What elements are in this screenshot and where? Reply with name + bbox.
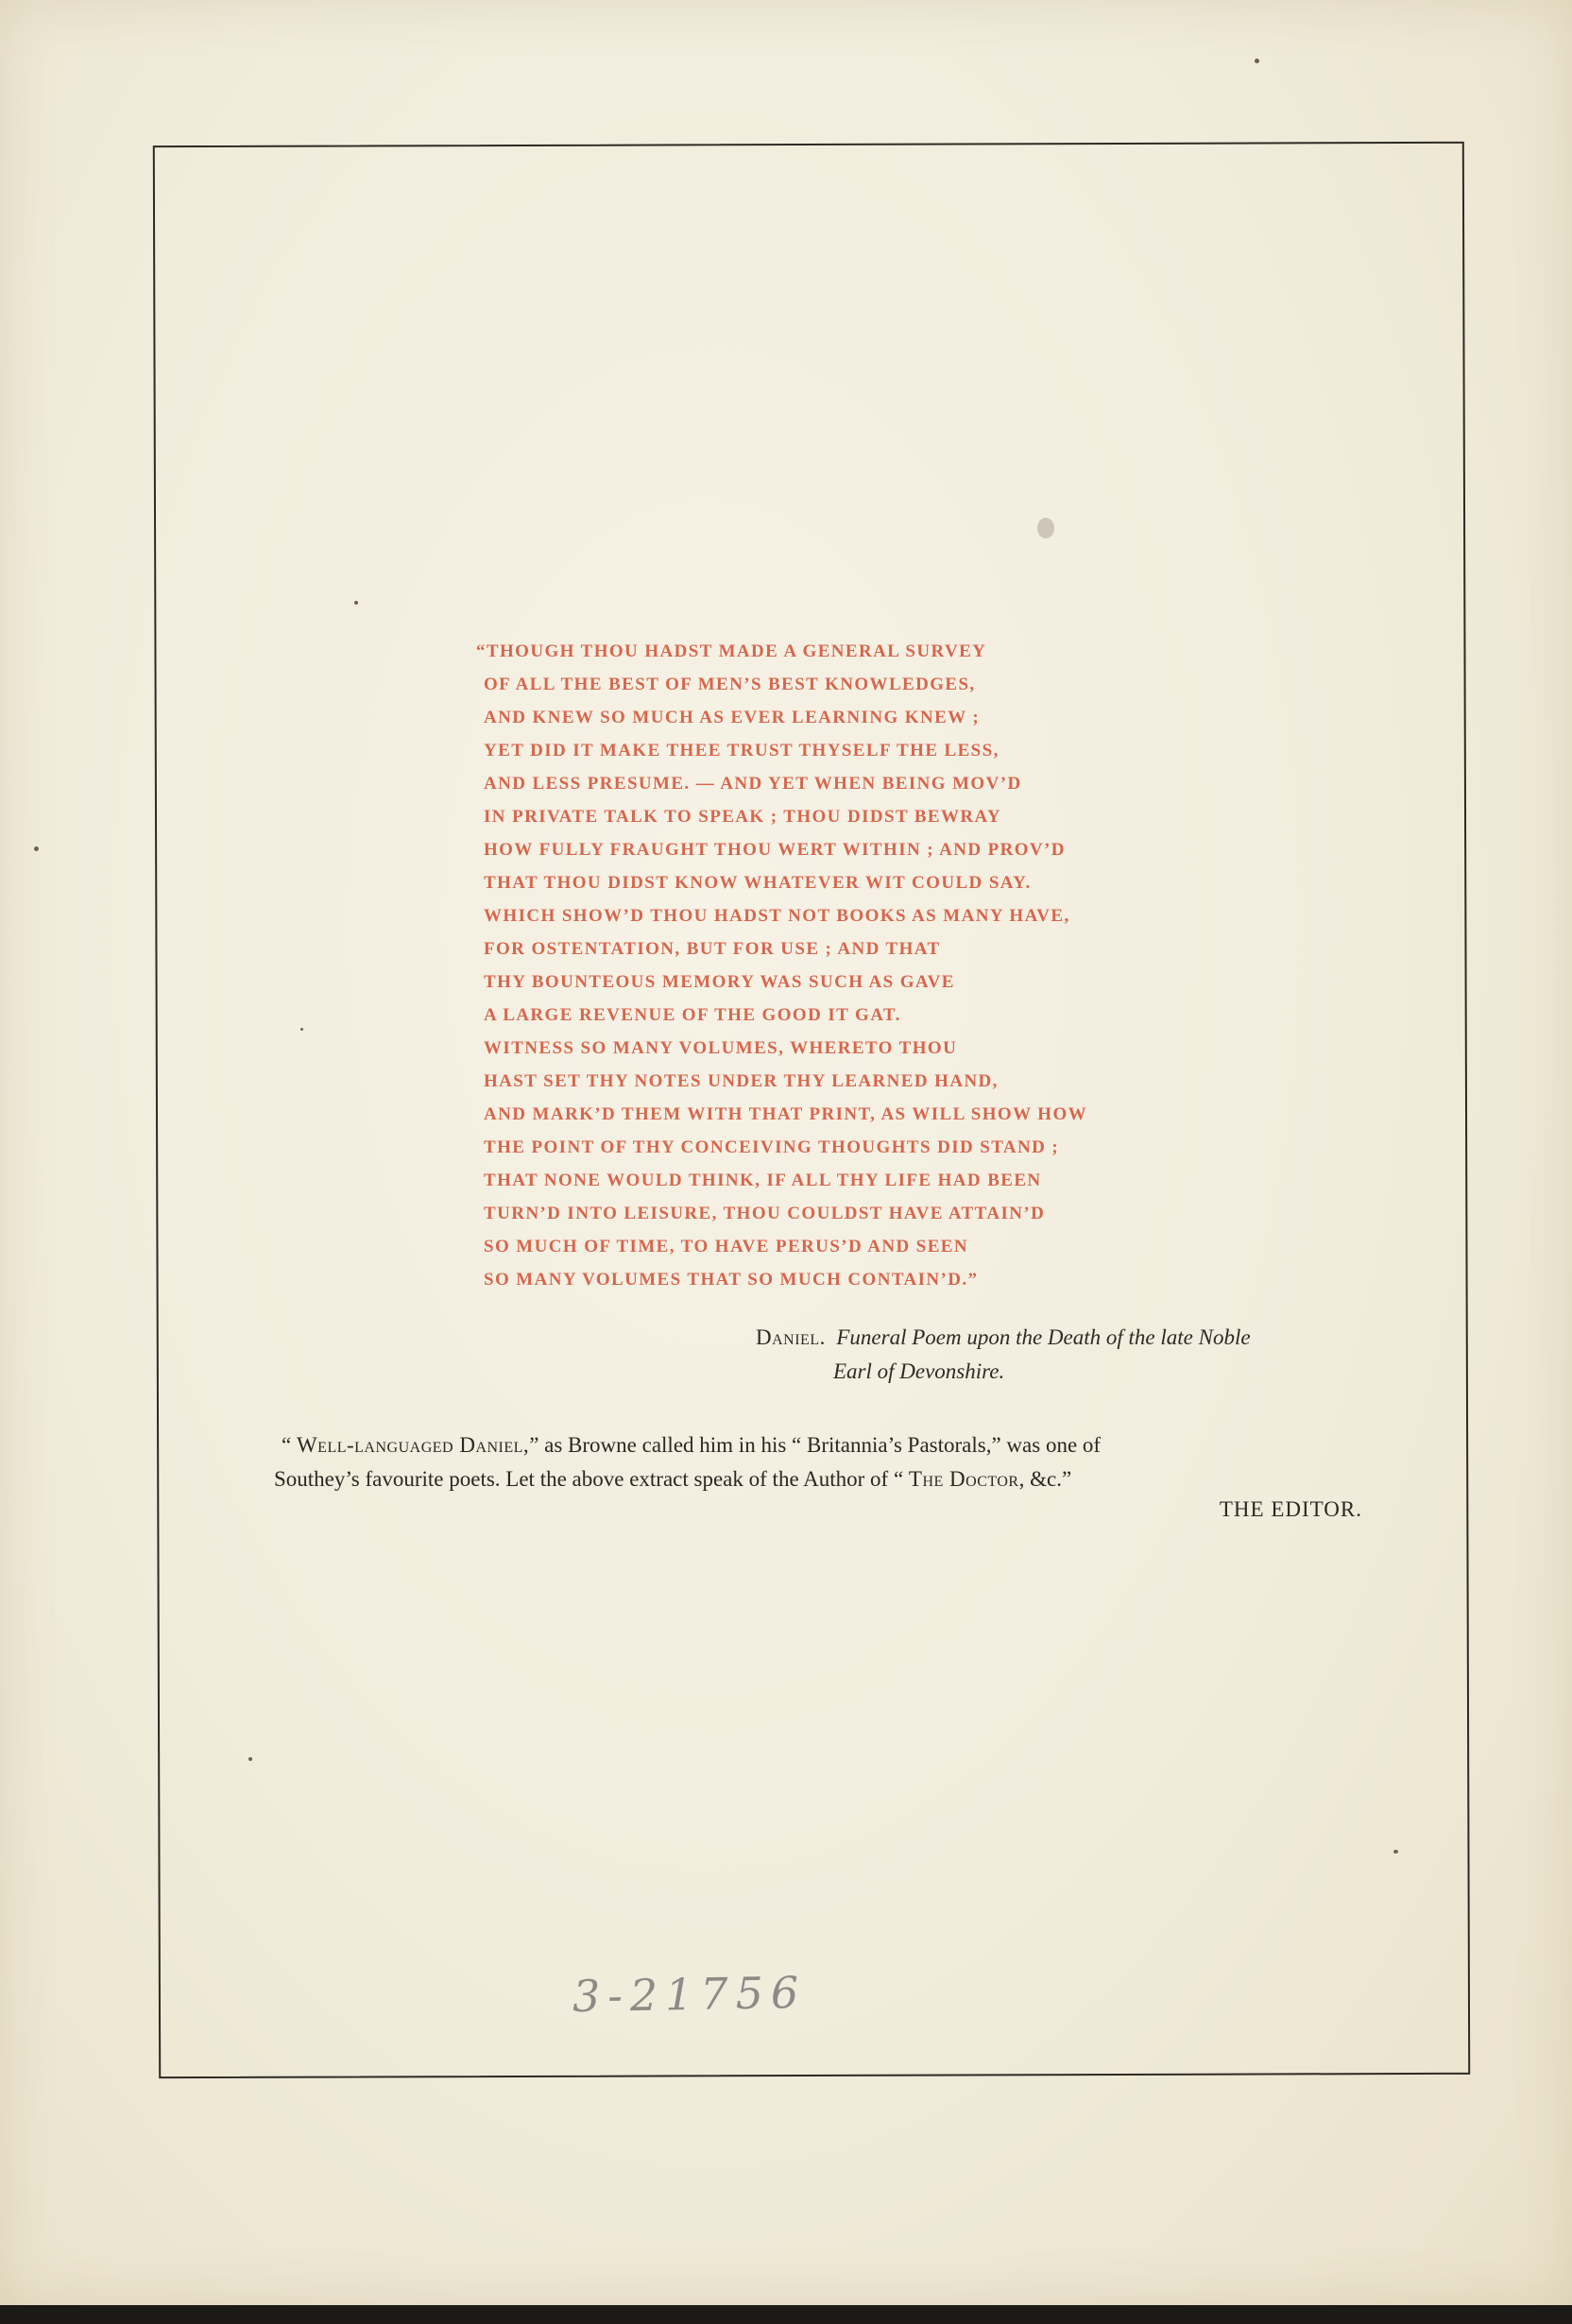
attribution-work-line-1: Funeral Poem upon the Death of the late Noble [836,1325,1251,1349]
epigraph-quote [476,635,1202,1296]
paper-speck [1255,59,1259,63]
quote-line: THE POINT OF THY CONCEIVING THOUGHTS DID STAND ; [484,1137,1060,1157]
attribution-work-line-2: Earl of Devonshire. [833,1359,1005,1383]
editor-note [274,1428,1362,1496]
editor-signature: THE EDITOR. [1219,1497,1362,1521]
quote-line: AND KNEW SO MUCH AS EVER LEARNING KNEW ; [484,708,981,727]
quote-line: THY BOUNTEOUS MEMORY WAS SUCH AS GAVE [484,972,955,992]
quote-line: FOR OSTENTATION, BUT FOR USE ; AND THAT [484,939,941,959]
quote-line: AND MARK’D THEM WITH THAT PRINT, AS WILL SHOW HOW [484,1104,1088,1124]
editor-note-line-1 [274,1428,1362,1462]
note-small-caps-name: Well-languaged Daniel, [296,1433,530,1457]
quote-line: THAT NONE WOULD THINK, IF ALL THY LIFE HAD BEEN [484,1171,1042,1190]
quote-line: SO MANY VOLUMES THAT SO MUCH CONTAIN’D.” [484,1270,979,1290]
quote-line: A LARGE REVENUE OF THE GOOD IT GAT. [484,1005,901,1025]
paper-speck [34,846,39,851]
editor-note-line-2 [274,1462,1362,1496]
note-line-1-text: ” as Browne called him in his “ Britannia’s Pastorals,” was one of [529,1433,1102,1457]
quote-line: YET DID IT MAKE THEE TRUST THYSELF THE LESS, [484,741,1000,760]
quote-attribution [756,1321,1360,1389]
note-open-quote: “ [282,1433,297,1457]
quote-line: IN PRIVATE TALK TO SPEAK ; THOU DIDST BEWRAY [484,807,1002,827]
quote-line: WHICH SHOW’D THOU HADST NOT BOOKS AS MANY HAVE, [484,906,1070,926]
attribution-author: Daniel. [756,1325,826,1349]
quote-line: “THOUGH THOU HADST MADE A GENERAL SURVEY [476,641,987,661]
quote-line: HAST SET THY NOTES UNDER THY LEARNED HAND, [484,1071,999,1091]
note-line-2-text: Southey’s favourite poets. Let the above extract speak of the Author of “ [274,1467,909,1491]
quote-line: OF ALL THE BEST OF MEN’S BEST KNOWLEDGES, [484,675,976,694]
quote-line: WITNESS SO MANY VOLUMES, WHERETO THOU [484,1038,958,1058]
note-line-2-end: , &c.” [1018,1467,1072,1491]
handwritten-accession-number: 3-21756 [572,1966,807,2023]
quote-line: TURN’D INTO LEISURE, THOU COULDST HAVE ATTAIN’D [484,1204,1046,1223]
note-small-caps-title: The Doctor [908,1467,1019,1491]
quote-line: THAT THOU DIDST KNOW WHATEVER WIT COULD SAY. [484,873,1032,893]
quote-line: HOW FULLY FRAUGHT THOU WERT WITHIN ; AND PROV’D [484,840,1066,860]
quote-line: AND LESS PRESUME. — AND YET WHEN BEING MOV’D [484,774,1022,794]
quote-line: SO MUCH OF TIME, TO HAVE PERUS’D AND SEEN [484,1237,968,1256]
